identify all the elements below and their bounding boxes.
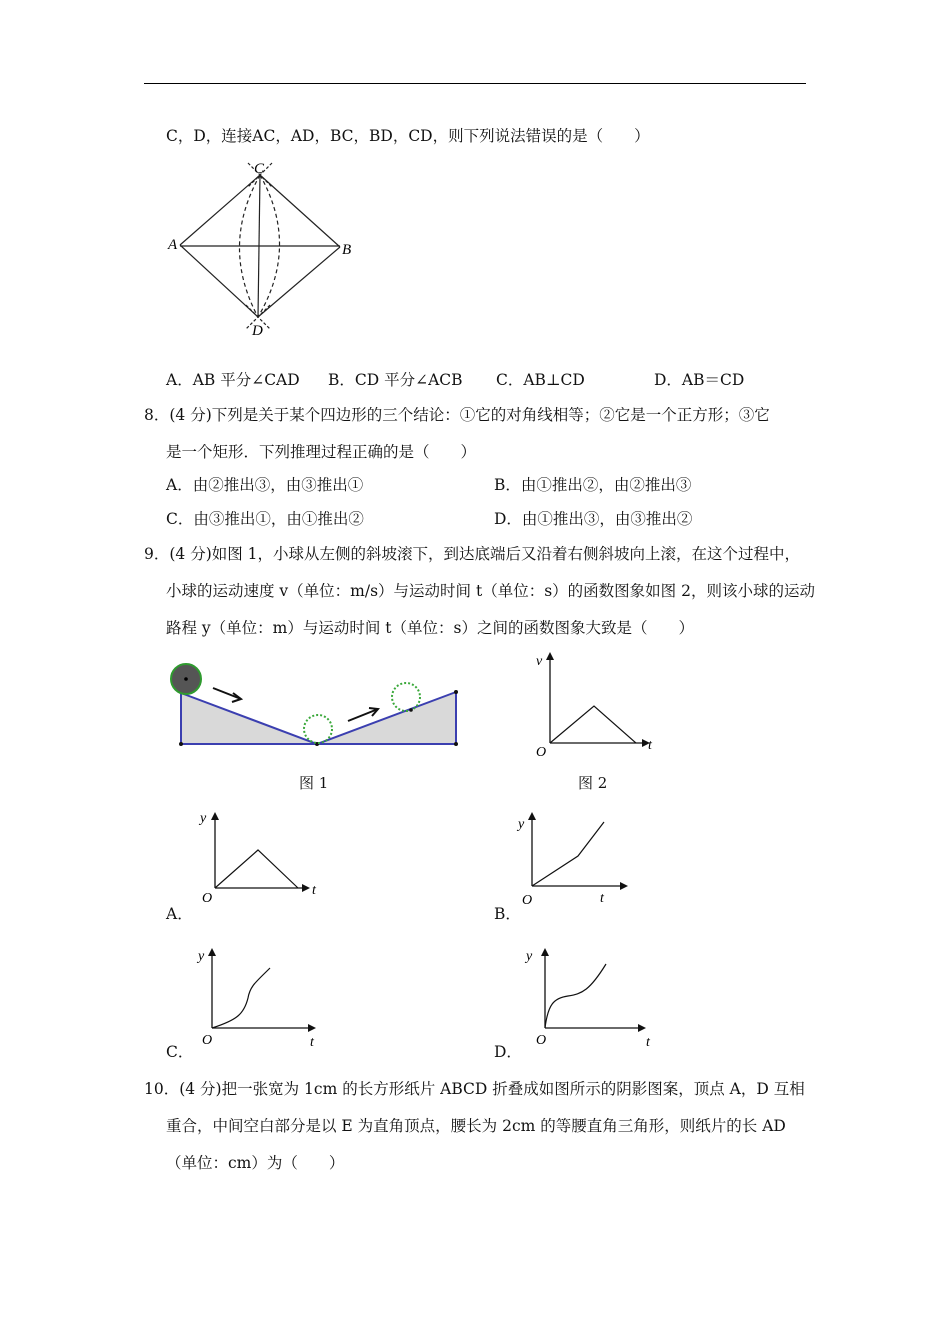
svg-text:t: t [648, 738, 652, 753]
q7-option-c: C．AB⊥CD [496, 371, 585, 389]
svg-text:y: y [200, 811, 207, 826]
svg-text:t: t [310, 1035, 314, 1050]
q9-option-c: C． [166, 1043, 194, 1061]
fig1-caption: 图 1 [299, 774, 329, 792]
svg-text:t: t [646, 1035, 650, 1050]
segment-da [180, 245, 258, 317]
label-d: D [252, 323, 263, 339]
arrow-up-icon [348, 708, 378, 721]
svg-text:O: O [536, 1033, 547, 1048]
label-a: A [168, 237, 178, 253]
q7-stem: C，D，连接AC，AD，BC，BD，CD，则下列说法错误的是（ ） [166, 127, 650, 145]
q10-stem-line3: （单位：cm）为（ ） [166, 1154, 345, 1172]
svg-text:t: t [600, 891, 604, 906]
q8-stem-line1: 8．(4 分)下列是关于某个四边形的三个结论：①它的对角线相等；②它是一个正方形；③它 [144, 406, 770, 424]
q7-option-d: D．AB＝CD [654, 371, 745, 389]
svg-text:t: t [312, 883, 316, 898]
fig2-caption: 图 2 [578, 774, 608, 792]
q9-stem-line1: 9．(4 分)如图 1，小球从左侧的斜坡滚下，到达底端后又沿着右侧斜坡向上滚，在这个过程中， [144, 545, 801, 563]
q9-stem-line3: 路程 y（单位：m）与运动时间 t（单位：s）之间的函数图象大致是（ ） [166, 619, 694, 637]
q7-figure [160, 155, 365, 340]
q8-option-b: B．由①推出②，由②推出③ [494, 476, 692, 494]
svg-text:y: y [526, 949, 533, 964]
svg-text:v: v [536, 654, 543, 669]
svg-text:y: y [198, 949, 205, 964]
label-c: C [254, 161, 265, 177]
header-rule [144, 83, 806, 84]
q9-option-b: B． [494, 905, 521, 923]
svg-text:y: y [518, 817, 525, 832]
q9-graph-d [520, 940, 665, 1050]
arrow-down-icon [213, 688, 241, 702]
svg-text:O: O [536, 745, 547, 760]
q9-graph-b [512, 808, 657, 908]
q7-option-a: A．AB 平分∠CAD [166, 371, 300, 389]
q9-graph-c [192, 940, 337, 1050]
q9-stem-line2: 小球的运动速度 v（单位：m/s）与运动时间 t（单位：s）的函数图象如图 2，则该小球的运动 [166, 582, 815, 600]
label-b: B [342, 242, 352, 258]
q8-option-a: A．由②推出③，由③推出① [166, 476, 364, 494]
q9-option-a: A． [166, 905, 193, 923]
q8-option-c: C．由③推出①，由①推出② [166, 510, 364, 528]
q8-stem-line2: 是一个矩形．下列推理过程正确的是（ ） [166, 443, 477, 461]
q9-figure-2 [528, 650, 668, 760]
segment-bd [258, 247, 340, 317]
q9-graph-a [192, 808, 337, 908]
segment-cb [260, 175, 340, 247]
q8-option-d: D．由①推出③，由③推出② [494, 510, 693, 528]
q9-figure-1 [165, 655, 465, 755]
segment-ac [180, 175, 260, 245]
q10-stem-line1: 10．(4 分)把一张宽为 1cm 的长方形纸片 ABCD 折叠成如图所示的阴影图案，顶点 A，D 互相 [144, 1080, 805, 1098]
svg-text:O: O [202, 1033, 213, 1048]
q9-option-d: D． [494, 1043, 522, 1061]
svg-text:O: O [522, 893, 533, 908]
q7-option-b: B．CD 平分∠ACB [328, 371, 463, 389]
q10-stem-line2: 重合，中间空白部分是以 E 为直角顶点，腰长为 2cm 的等腰直角三角形，则纸片的长 AD [166, 1117, 786, 1135]
svg-text:O: O [202, 891, 213, 906]
